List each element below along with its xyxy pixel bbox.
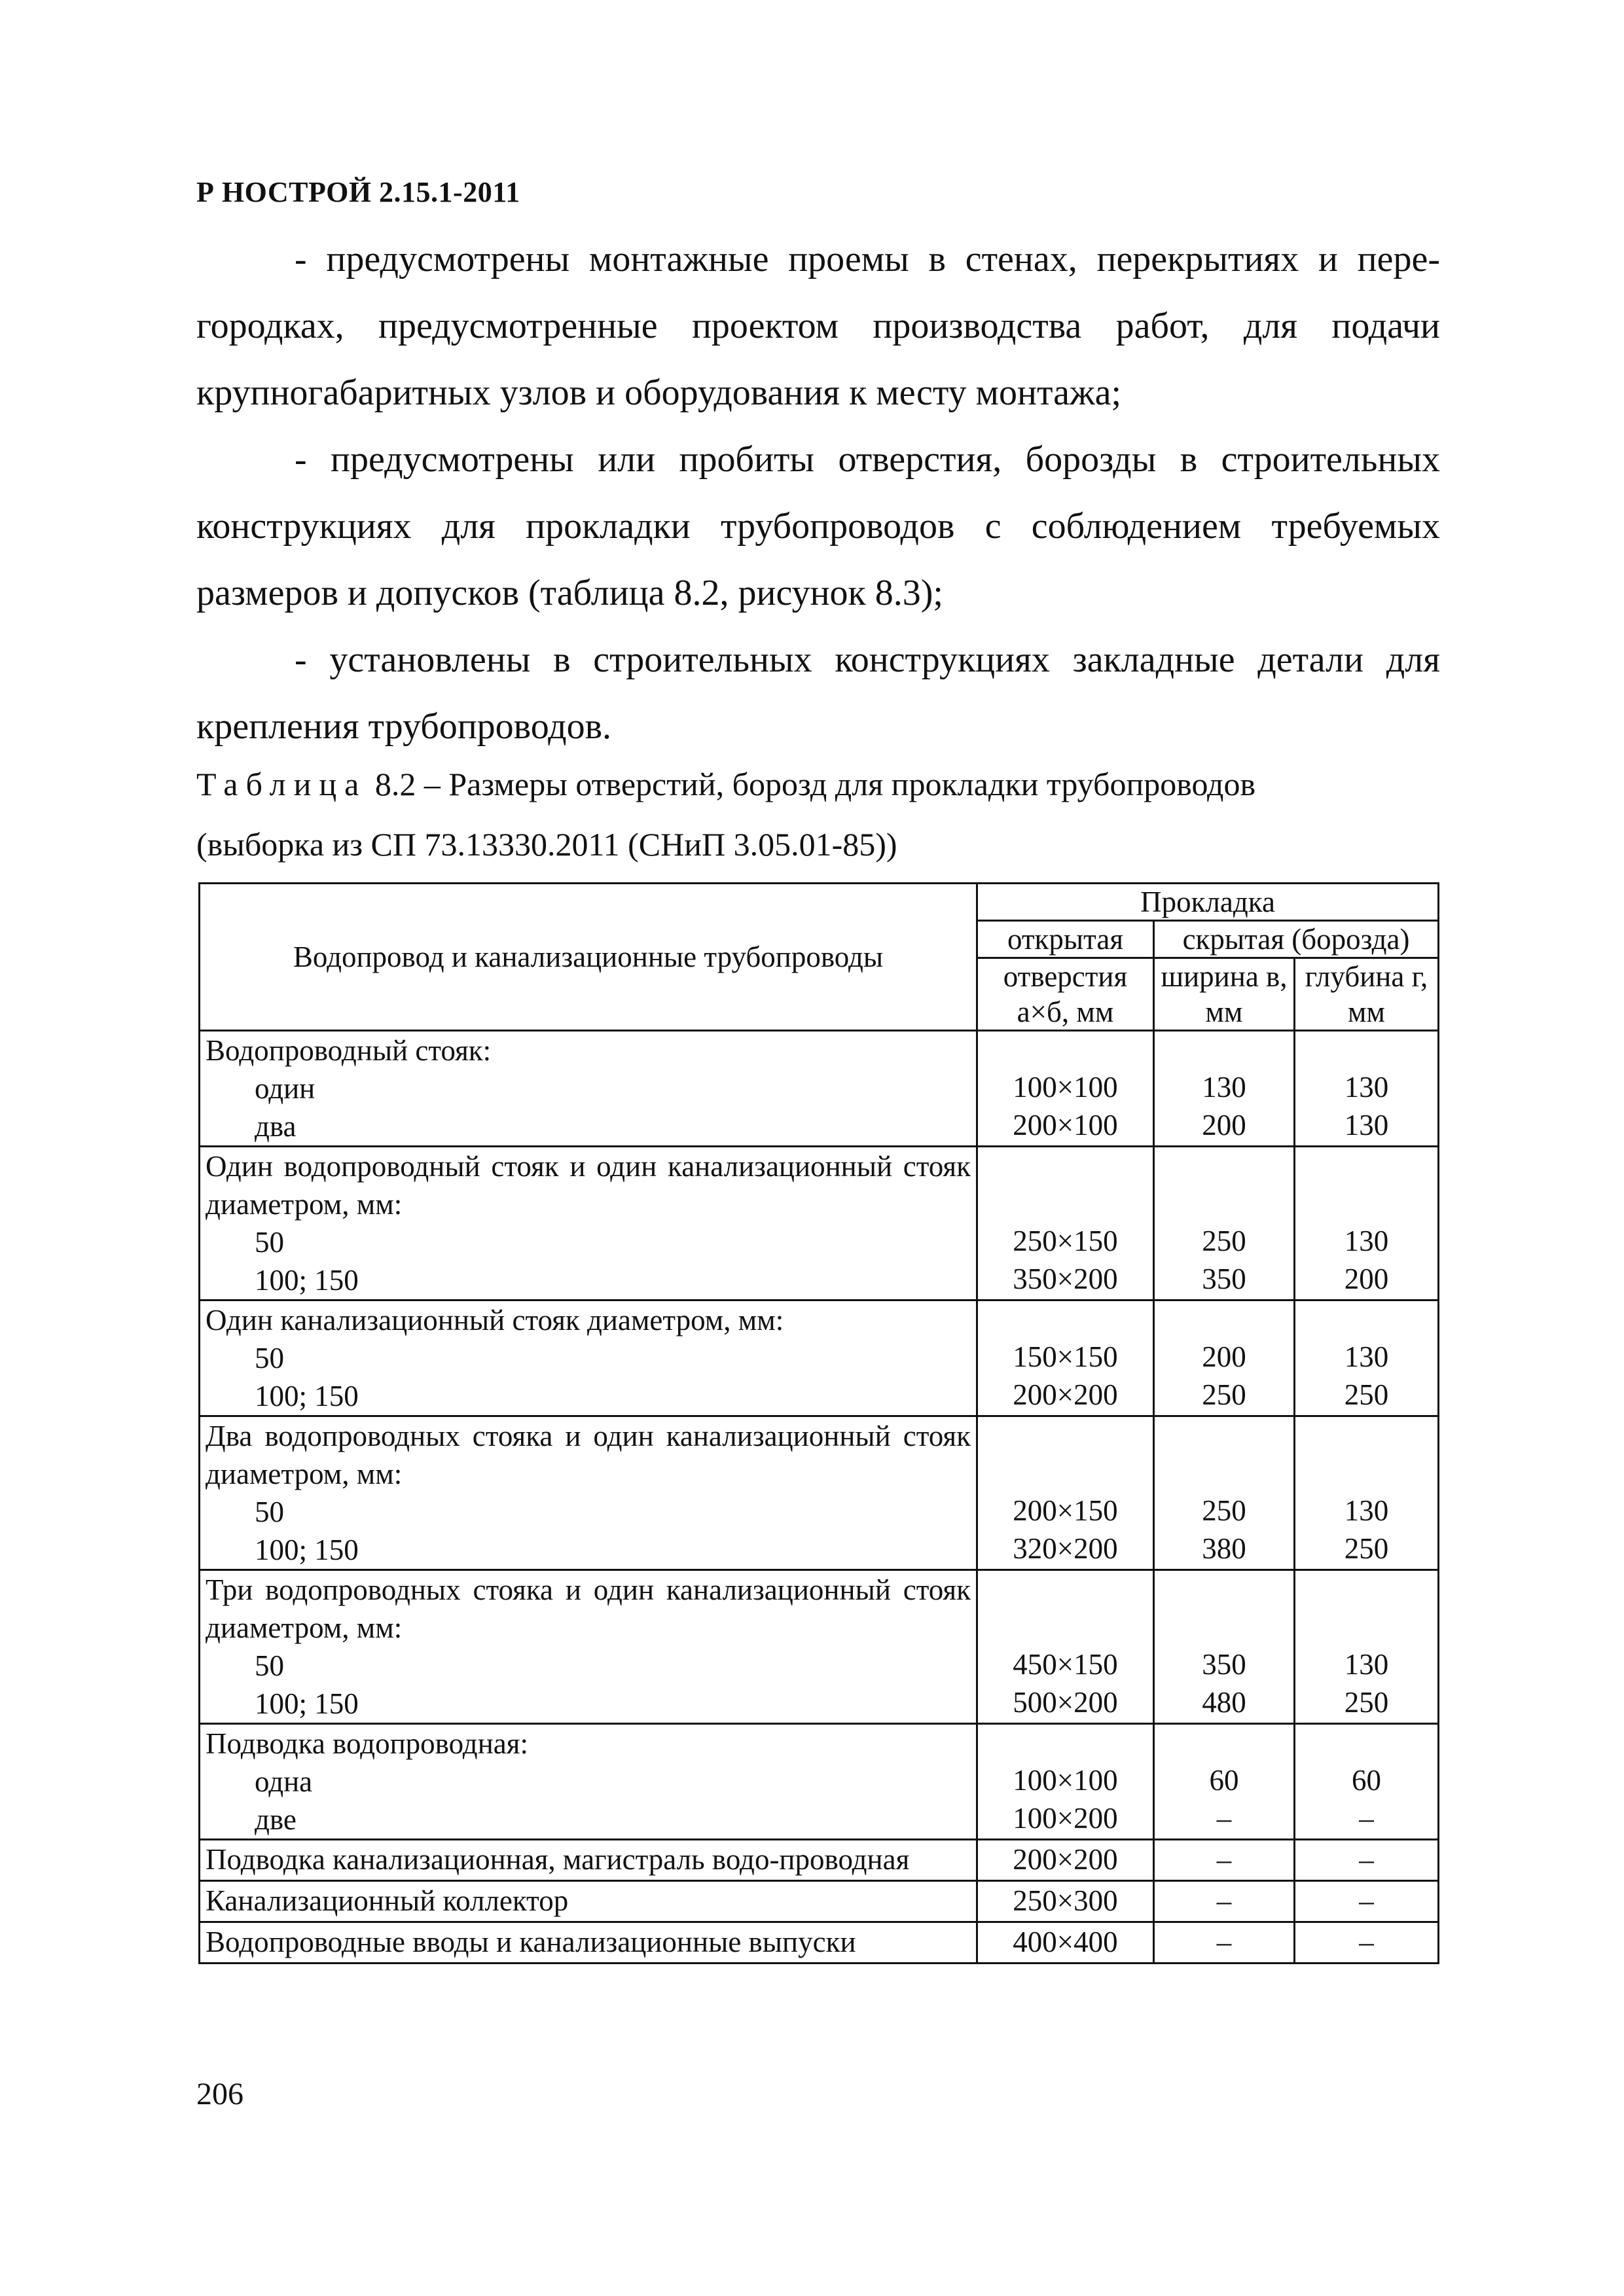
value-width: 480	[1202, 1686, 1246, 1719]
group-title: Три водопроводных стояка и один канализационный стояк диаметром, мм:	[206, 1573, 971, 1644]
header-holes: отверстия а×б, мм	[977, 958, 1154, 1031]
header-laying: Прокладка	[977, 884, 1439, 921]
value-holes: 200×200	[1013, 1843, 1118, 1876]
group-title: Один водопроводный стояк и один канализационный стояк диаметром, мм:	[206, 1150, 971, 1221]
paragraph: - предусмотрены монтажные проемы в стенах, перекрытиях и пере-городках, предусмотренные проектом производства работ, для подачи крупногабаритных узлов и оборудования к месту монтажа;	[196, 239, 1440, 413]
body-text	[196, 226, 1440, 760]
page-number: 206	[196, 2077, 244, 2111]
value-depth: 250	[1344, 1532, 1389, 1565]
value-holes: 150×150	[1013, 1340, 1118, 1373]
row-label-cell	[200, 1840, 977, 1881]
item-label: 50	[255, 1342, 284, 1374]
value-cell-depth	[1295, 1300, 1439, 1416]
value-width: 60	[1209, 1764, 1239, 1797]
item-label: 100; 150	[255, 1687, 359, 1720]
value-cell-holes	[977, 1300, 1154, 1416]
value-width: 200	[1202, 1109, 1246, 1141]
value-holes: 450×150	[1013, 1648, 1118, 1681]
value-cell-width	[1154, 1881, 1295, 1922]
value-width: 350	[1202, 1648, 1246, 1681]
caption-line-2: (выборка из СП 73.13330.2011 (СНиП 3.05.01-85))	[196, 826, 897, 863]
paragraph: - установлены в строительных конструкциях закладные детали для крепления трубопроводов.	[196, 639, 1440, 747]
table-row	[200, 1416, 1439, 1570]
item-label: две	[255, 1803, 297, 1836]
table-row	[200, 1147, 1439, 1300]
item-label: 50	[255, 1226, 284, 1259]
value-cell-holes	[977, 1881, 1154, 1922]
value-holes: 100×100	[1013, 1071, 1118, 1103]
value-width: 250	[1202, 1494, 1246, 1527]
row-label-cell	[200, 1147, 977, 1300]
value-width: 200	[1202, 1340, 1246, 1373]
value-cell-depth	[1295, 1922, 1439, 1964]
value-cell-width	[1154, 1416, 1295, 1570]
value-depth: –	[1359, 1843, 1374, 1876]
value-holes: 100×200	[1013, 1802, 1118, 1835]
value-cell-width	[1154, 1147, 1295, 1300]
row-label-cell	[200, 1724, 977, 1840]
table-caption	[196, 754, 1440, 874]
value-cell-width	[1154, 1840, 1295, 1881]
row-label-cell	[200, 1031, 977, 1147]
group-title: Два водопроводных стояка и один канализационный стояк диаметром, мм:	[206, 1420, 971, 1490]
value-cell-depth	[1295, 1840, 1439, 1881]
value-width: –	[1216, 1884, 1232, 1917]
value-depth: 130	[1344, 1225, 1389, 1257]
value-cell-holes	[977, 1031, 1154, 1147]
value-cell-depth	[1295, 1570, 1439, 1724]
value-width: 380	[1202, 1532, 1246, 1565]
value-width: –	[1216, 1802, 1232, 1835]
table-row	[200, 1570, 1439, 1724]
row-label-cell	[200, 1570, 977, 1724]
caption-line-1	[196, 754, 1440, 814]
value-depth: 250	[1344, 1686, 1389, 1719]
value-width: 130	[1202, 1071, 1246, 1103]
value-width: 350	[1202, 1263, 1246, 1295]
value-cell-width	[1154, 1922, 1295, 1964]
value-cell-width	[1154, 1300, 1295, 1416]
value-depth: 60	[1352, 1764, 1382, 1797]
value-width: 250	[1202, 1378, 1246, 1411]
header-width: ширина в, мм	[1154, 958, 1295, 1031]
table-row	[200, 1724, 1439, 1840]
paragraph: - предусмотрены или пробиты отверстия, борозды в строительных конструкциях для прокладки трубопроводов с соблюдением требуемых размеров и допусков (таблица 8.2, рисунок 8.3);	[196, 439, 1440, 613]
value-cell-depth	[1295, 1031, 1439, 1147]
value-holes: 100×100	[1013, 1764, 1118, 1797]
group-title: Один канализационный стояк диаметром, мм:	[206, 1304, 784, 1336]
value-width: –	[1216, 1843, 1232, 1876]
value-cell-holes	[977, 1922, 1154, 1964]
value-holes: 250×150	[1013, 1225, 1118, 1257]
row-title: Канализационный коллектор	[206, 1884, 569, 1917]
value-cell-holes	[977, 1570, 1154, 1724]
row-label-cell	[200, 1922, 977, 1964]
row-label-cell	[200, 1416, 977, 1570]
table-row	[200, 1922, 1439, 1964]
row-title: Водопроводные вводы и канализационные выпуски	[206, 1926, 856, 1958]
row-label-cell	[200, 1300, 977, 1416]
table-row	[200, 1840, 1439, 1881]
header-depth: глубина г, мм	[1295, 958, 1439, 1031]
document-code: Р НОСТРОЙ 2.15.1-2011	[196, 176, 520, 208]
item-label: одна	[255, 1765, 313, 1798]
value-holes: 500×200	[1013, 1686, 1118, 1719]
value-holes: 200×100	[1013, 1109, 1118, 1141]
row-label-cell	[200, 1881, 977, 1922]
pipe-openings-table	[198, 882, 1439, 1964]
item-label: 100; 150	[255, 1380, 359, 1412]
table-body	[200, 1031, 1439, 1964]
item-label: один	[255, 1072, 316, 1105]
value-cell-depth	[1295, 1147, 1439, 1300]
value-width: –	[1216, 1926, 1232, 1958]
value-cell-holes	[977, 1416, 1154, 1570]
value-cell-holes	[977, 1840, 1154, 1881]
value-width: 250	[1202, 1225, 1246, 1257]
item-label: два	[255, 1110, 297, 1143]
value-depth: 130	[1344, 1494, 1389, 1527]
value-cell-holes	[977, 1724, 1154, 1840]
value-cell-width	[1154, 1031, 1295, 1147]
value-depth: 130	[1344, 1340, 1389, 1373]
table-row	[200, 1300, 1439, 1416]
caption-text: 8.2 – Размеры отверстий, борозд для прокладки трубопроводов	[367, 766, 1256, 802]
value-holes: 350×200	[1013, 1263, 1118, 1295]
table-header-row	[200, 884, 1439, 921]
value-depth: 130	[1344, 1071, 1389, 1103]
value-depth: –	[1359, 1926, 1374, 1958]
value-cell-depth	[1295, 1881, 1439, 1922]
value-holes: 320×200	[1013, 1532, 1118, 1565]
value-cell-depth	[1295, 1724, 1439, 1840]
group-title: Водопроводный стояк:	[206, 1034, 492, 1067]
header-open: открытая	[977, 921, 1154, 958]
item-label: 100; 150	[255, 1264, 359, 1297]
value-depth: 130	[1344, 1648, 1389, 1681]
value-holes: 400×400	[1013, 1926, 1118, 1958]
item-label: 100; 150	[255, 1534, 359, 1566]
item-label: 50	[255, 1496, 284, 1528]
caption-label: Таблица	[196, 766, 367, 802]
value-cell-width	[1154, 1724, 1295, 1840]
table-row	[200, 1031, 1439, 1147]
value-depth: 130	[1344, 1109, 1389, 1141]
value-depth: –	[1359, 1802, 1374, 1835]
value-cell-depth	[1295, 1416, 1439, 1570]
header-pipes: Водопровод и канализационные трубопроводы	[200, 884, 977, 1031]
value-cell-width	[1154, 1570, 1295, 1724]
row-title: Подводка канализационная, магистраль водо-проводная	[206, 1843, 910, 1876]
value-depth: 250	[1344, 1378, 1389, 1411]
value-holes: 200×150	[1013, 1494, 1118, 1527]
value-depth: 200	[1344, 1263, 1389, 1295]
value-cell-holes	[977, 1147, 1154, 1300]
header-hidden: скрытая (борозда)	[1154, 921, 1439, 958]
table-row	[200, 1881, 1439, 1922]
value-depth: –	[1359, 1884, 1374, 1917]
item-label: 50	[255, 1649, 284, 1682]
value-holes: 250×300	[1013, 1884, 1118, 1917]
group-title: Подводка водопроводная:	[206, 1727, 528, 1760]
value-holes: 200×200	[1013, 1378, 1118, 1411]
